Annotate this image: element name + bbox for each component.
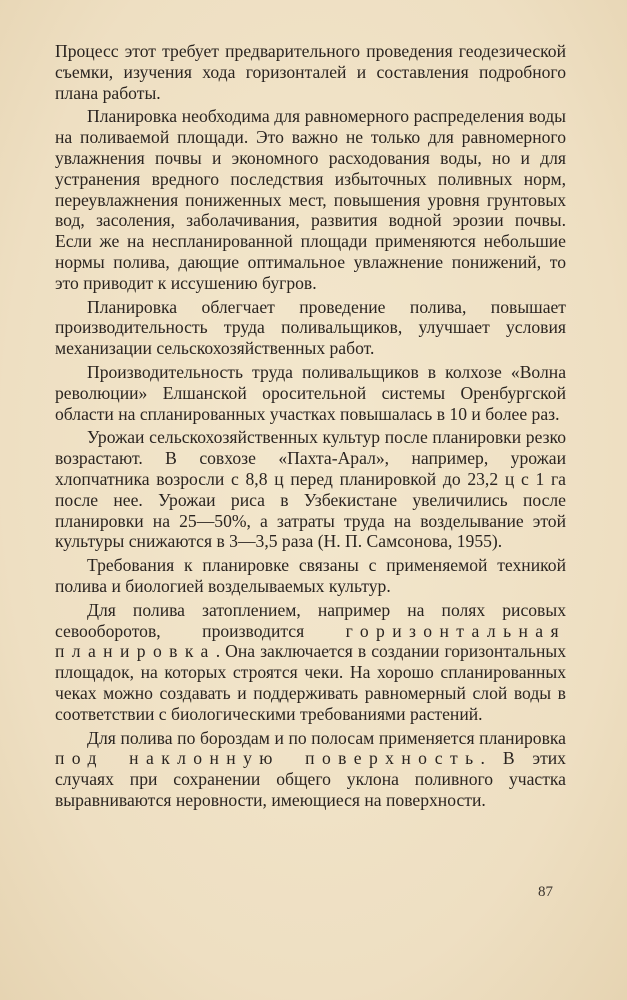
paragraph-text: Для полива по бороздам и по полосам применяется планировка — [87, 727, 566, 748]
paragraph-4 — [55, 362, 566, 424]
page-body-text — [55, 41, 566, 814]
paragraph-3 — [55, 297, 566, 359]
paragraph-text: Процесс этот требует предварительного проведения геодезической съемки, изучения хода горизонталей и составления подробного плана работы. — [55, 41, 566, 103]
paragraph-text: . В этих случаях при сохранении общего уклона поливного участка выравниваются неровности, имеющиеся на поверхности. — [55, 748, 566, 810]
paragraph-text: Производительность труда поливальщиков в колхозе «Волна революции» Елшанской оросительной системы Оренбургской области на спланированных участках повышалась в 10 и более раз. — [55, 361, 566, 424]
emphasized-term: горизонтальная планировка — [55, 620, 566, 662]
paragraph-text: Урожаи сельскохозяйственных культур после планировки резко возрастают. В совхозе «Пахта-Арал», например, урожаи хлопчатника возросли с 8,8 ц перед планировкой до 23,2 ц с 1 га после нее. Урожаи риса в Узбекистане увеличились после планировки на 25—50%, а затраты труда на возделывание этой культуры снижаются в 3—3,5 раза (Н. П. Самсонова, 1955). — [55, 427, 566, 552]
paragraph-text: Для полива затоплением, например на полях рисовых севооборотов, производится — [55, 599, 566, 641]
paragraph-2 — [55, 106, 566, 293]
page-number: 87 — [538, 884, 553, 900]
paragraph-text: Требования к планировке связаны с применяемой техникой полива и биологией возделываемых культур. — [55, 555, 566, 596]
paragraph-7 — [55, 600, 566, 725]
emphasized-term: под наклонную поверхность — [55, 748, 481, 769]
paragraph-1 — [55, 41, 566, 103]
paragraph-5 — [55, 427, 566, 552]
paragraph-text: . Она заключается в создании горизонтальных площадок, на которых строятся чеки. На хорошо спланированных чеках можно создавать и поддерживать равномерный слой воды в соответствии с биологическими требованиями растений. — [55, 641, 566, 724]
paragraph-text: Планировка необходима для равномерного распределения воды на поливаемой площади. Это важно не только для равномерного увлажнения почвы и экономного расходования воды, но и для устранения вредного последствия избыточных поливных норм, переувлажнения пониженных мест, повышения уровня грунтовых вод, засоления, заболачивания, развития водной эрозии почвы. Если же на неспланированной площади применяются небольшие нормы полива, дающие оптимальное увлажнение понижений, то это приводит к иссушению бугров. — [55, 106, 566, 293]
paragraph-8 — [55, 728, 566, 811]
paragraph-6 — [55, 555, 566, 597]
paragraph-text: Планировка облегчает проведение полива, повышает производительность труда поливальщиков, улучшает условия механизации сельскохозяйственных работ. — [55, 296, 566, 359]
